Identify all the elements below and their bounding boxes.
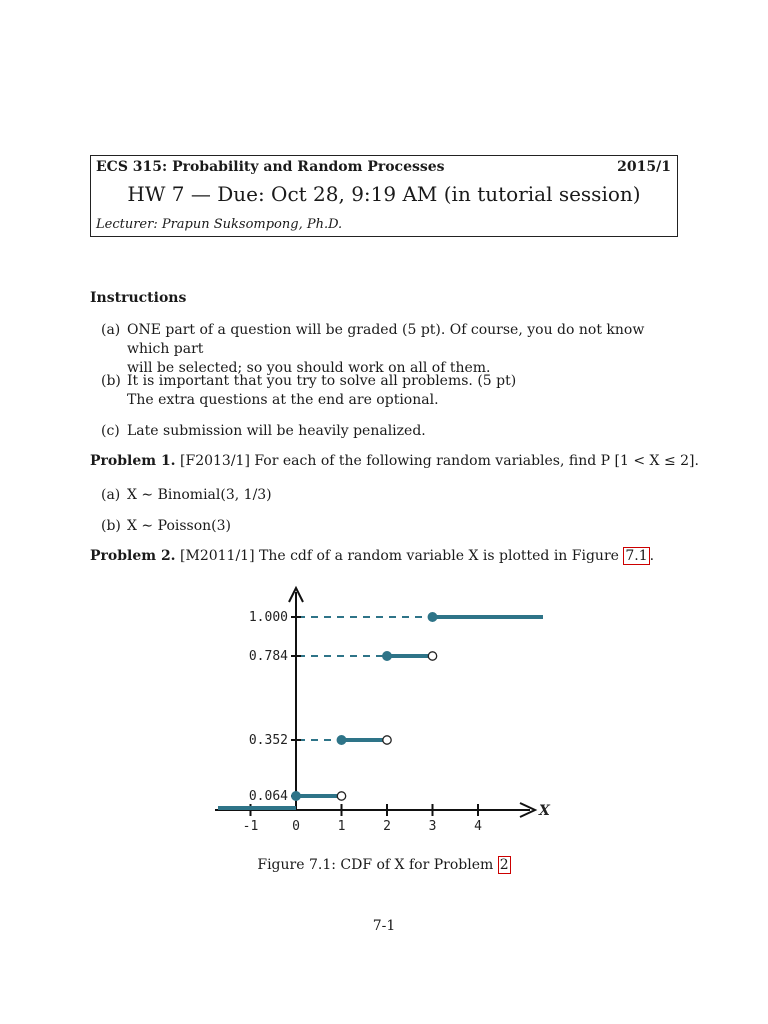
closed-dot: [292, 792, 300, 800]
term-label: 2015/1: [617, 159, 671, 175]
problem-2-label: Problem 2.: [90, 548, 176, 564]
instruction-label: (c): [101, 423, 120, 439]
problem-1-statement: [90, 453, 699, 469]
instruction-label: (a): [101, 322, 121, 338]
open-dot: [428, 652, 436, 660]
instruction-text: It is important that you try to solve all problems. (5 pt): [127, 373, 517, 389]
page-number: 7-1: [372, 918, 396, 934]
closed-dot: [428, 613, 436, 621]
instruction-text: will be selected; so you should work on all of them.: [127, 360, 491, 376]
x-tick-label: 2: [383, 819, 391, 834]
x-tick-label: 0: [292, 819, 300, 834]
homework-title: HW 7 — Due: Oct 28, 9:19 AM (in tutorial session): [127, 182, 641, 206]
problem-ref-link[interactable]: 2: [499, 857, 509, 873]
course-title: ECS 315: Probability and Random Processes: [96, 159, 445, 175]
instruction-label: (b): [101, 373, 121, 389]
open-dot: [337, 792, 345, 800]
instruction-text: ONE part of a question will be graded (5 pt). Of course, you do not know which part: [127, 322, 645, 357]
open-dot: [383, 736, 391, 744]
part-text: X ∼ Poisson(3): [127, 518, 232, 534]
caption-text: Figure 7.1: CDF of X for Problem: [257, 857, 498, 873]
x-tick-label: 4: [474, 819, 482, 834]
closed-dot: [383, 652, 391, 660]
figure-caption: [0, 857, 768, 873]
part-text: X ∼ Binomial(3, 1/3): [127, 487, 272, 503]
closed-dot: [337, 736, 345, 744]
x-tick-label: 3: [428, 819, 437, 834]
part-label: (b): [101, 518, 121, 534]
part-label: (a): [101, 487, 121, 503]
x-tick-label: -1: [242, 819, 259, 834]
problem-2-statement: [90, 548, 654, 564]
problem-2-text: [M2011/1] The cdf of a random variable X is plotted in Figure: [180, 548, 624, 564]
instructions-heading: Instructions: [90, 290, 187, 306]
x-tick-label: 1: [337, 819, 346, 834]
figure-ref-link[interactable]: 7.1: [625, 548, 648, 564]
y-tick-label: 0.784: [248, 649, 288, 664]
instruction-text: The extra questions at the end are optional.: [127, 392, 439, 408]
y-tick-label: 0.064: [248, 789, 288, 804]
header-box: [90, 155, 678, 237]
x-axis-label: X: [539, 803, 550, 819]
y-tick-label: 1.000: [248, 610, 288, 625]
cdf-chart: [205, 580, 555, 840]
lecturer-line: Lecturer: Prapun Suksompong, Ph.D.: [96, 217, 343, 232]
y-tick-label: 0.352: [248, 733, 288, 748]
instruction-text: Late submission will be heavily penalized.: [127, 423, 426, 439]
problem-1-label: Problem 1.: [90, 453, 176, 469]
problem-2-end: .: [649, 548, 655, 564]
problem-1-text: [F2013/1] For each of the following random variables, find P [1 < X ≤ 2].: [180, 453, 699, 469]
